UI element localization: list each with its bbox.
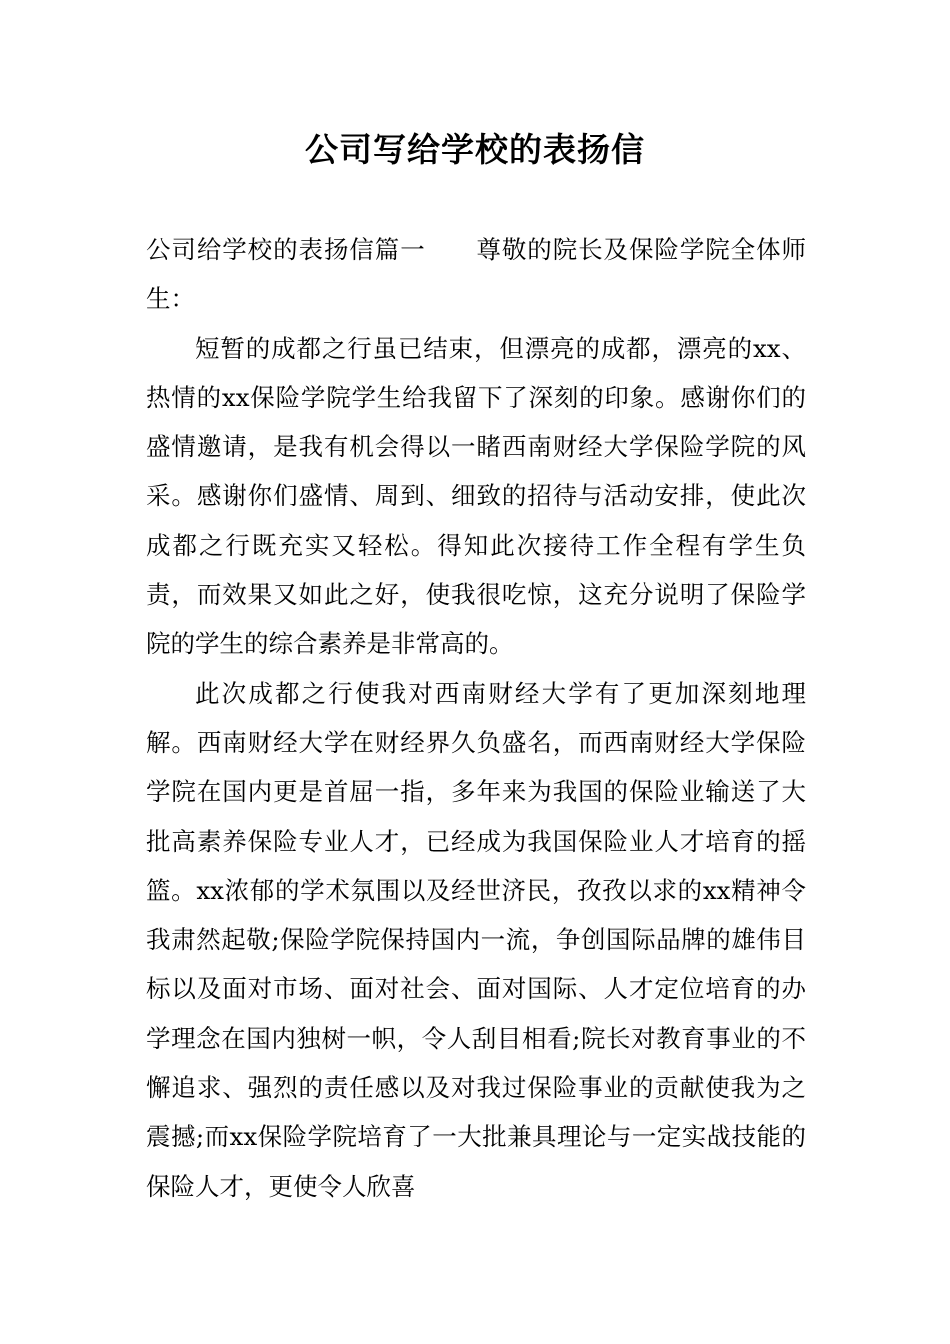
body-paragraph-1: 短暂的成都之行虽已结束，但漂亮的成都，漂亮的xx、热情的xx保险学院学生给我留下了深刻的印象。感谢你们的盛情邀请，是我有机会得以一睹西南财经大学保险学院的风采。感谢你们盛情、周到、细致的招待与活动安排，使此次成都之行既充实又轻松。得知此次接待工作全程有学生负责，而效果又如此之好，使我很吃惊，这充分说明了保险学院的学生的综合素养是非常高的。 [146, 333, 806, 659]
document-body [146, 225, 806, 1211]
document-title: 公司写给学校的表扬信 [305, 130, 645, 169]
salutation-paragraph: 公司给学校的表扬信篇一 尊敬的院长及保险学院全体师生： [146, 235, 806, 314]
body-paragraph-2: 此次成都之行使我对西南财经大学有了更加深刻地理解。西南财经大学在财经界久负盛名，而西南财经大学保险学院在国内更是首屈一指，多年来为我国的保险业输送了大批高素养保险专业人才，已经成为我国保险业人才培育的摇篮。xx浓郁的学术氛围以及经世济民，孜孜以求的xx精神令我肃然起敬;保险学院保持国内一流，争创国际品牌的雄伟目标以及面对市场、面对社会、面对国际、人才定位培育的办学理念在国内独树一帜，令人刮目相看;院长对教育事业的不懈追求、强烈的责任感以及对我过保险事业的贡献使我为之震撼;而xx保险学院培育了一大批兼具理论与一定实战技能的保险人才，更使令人欣喜 [146, 678, 806, 1201]
